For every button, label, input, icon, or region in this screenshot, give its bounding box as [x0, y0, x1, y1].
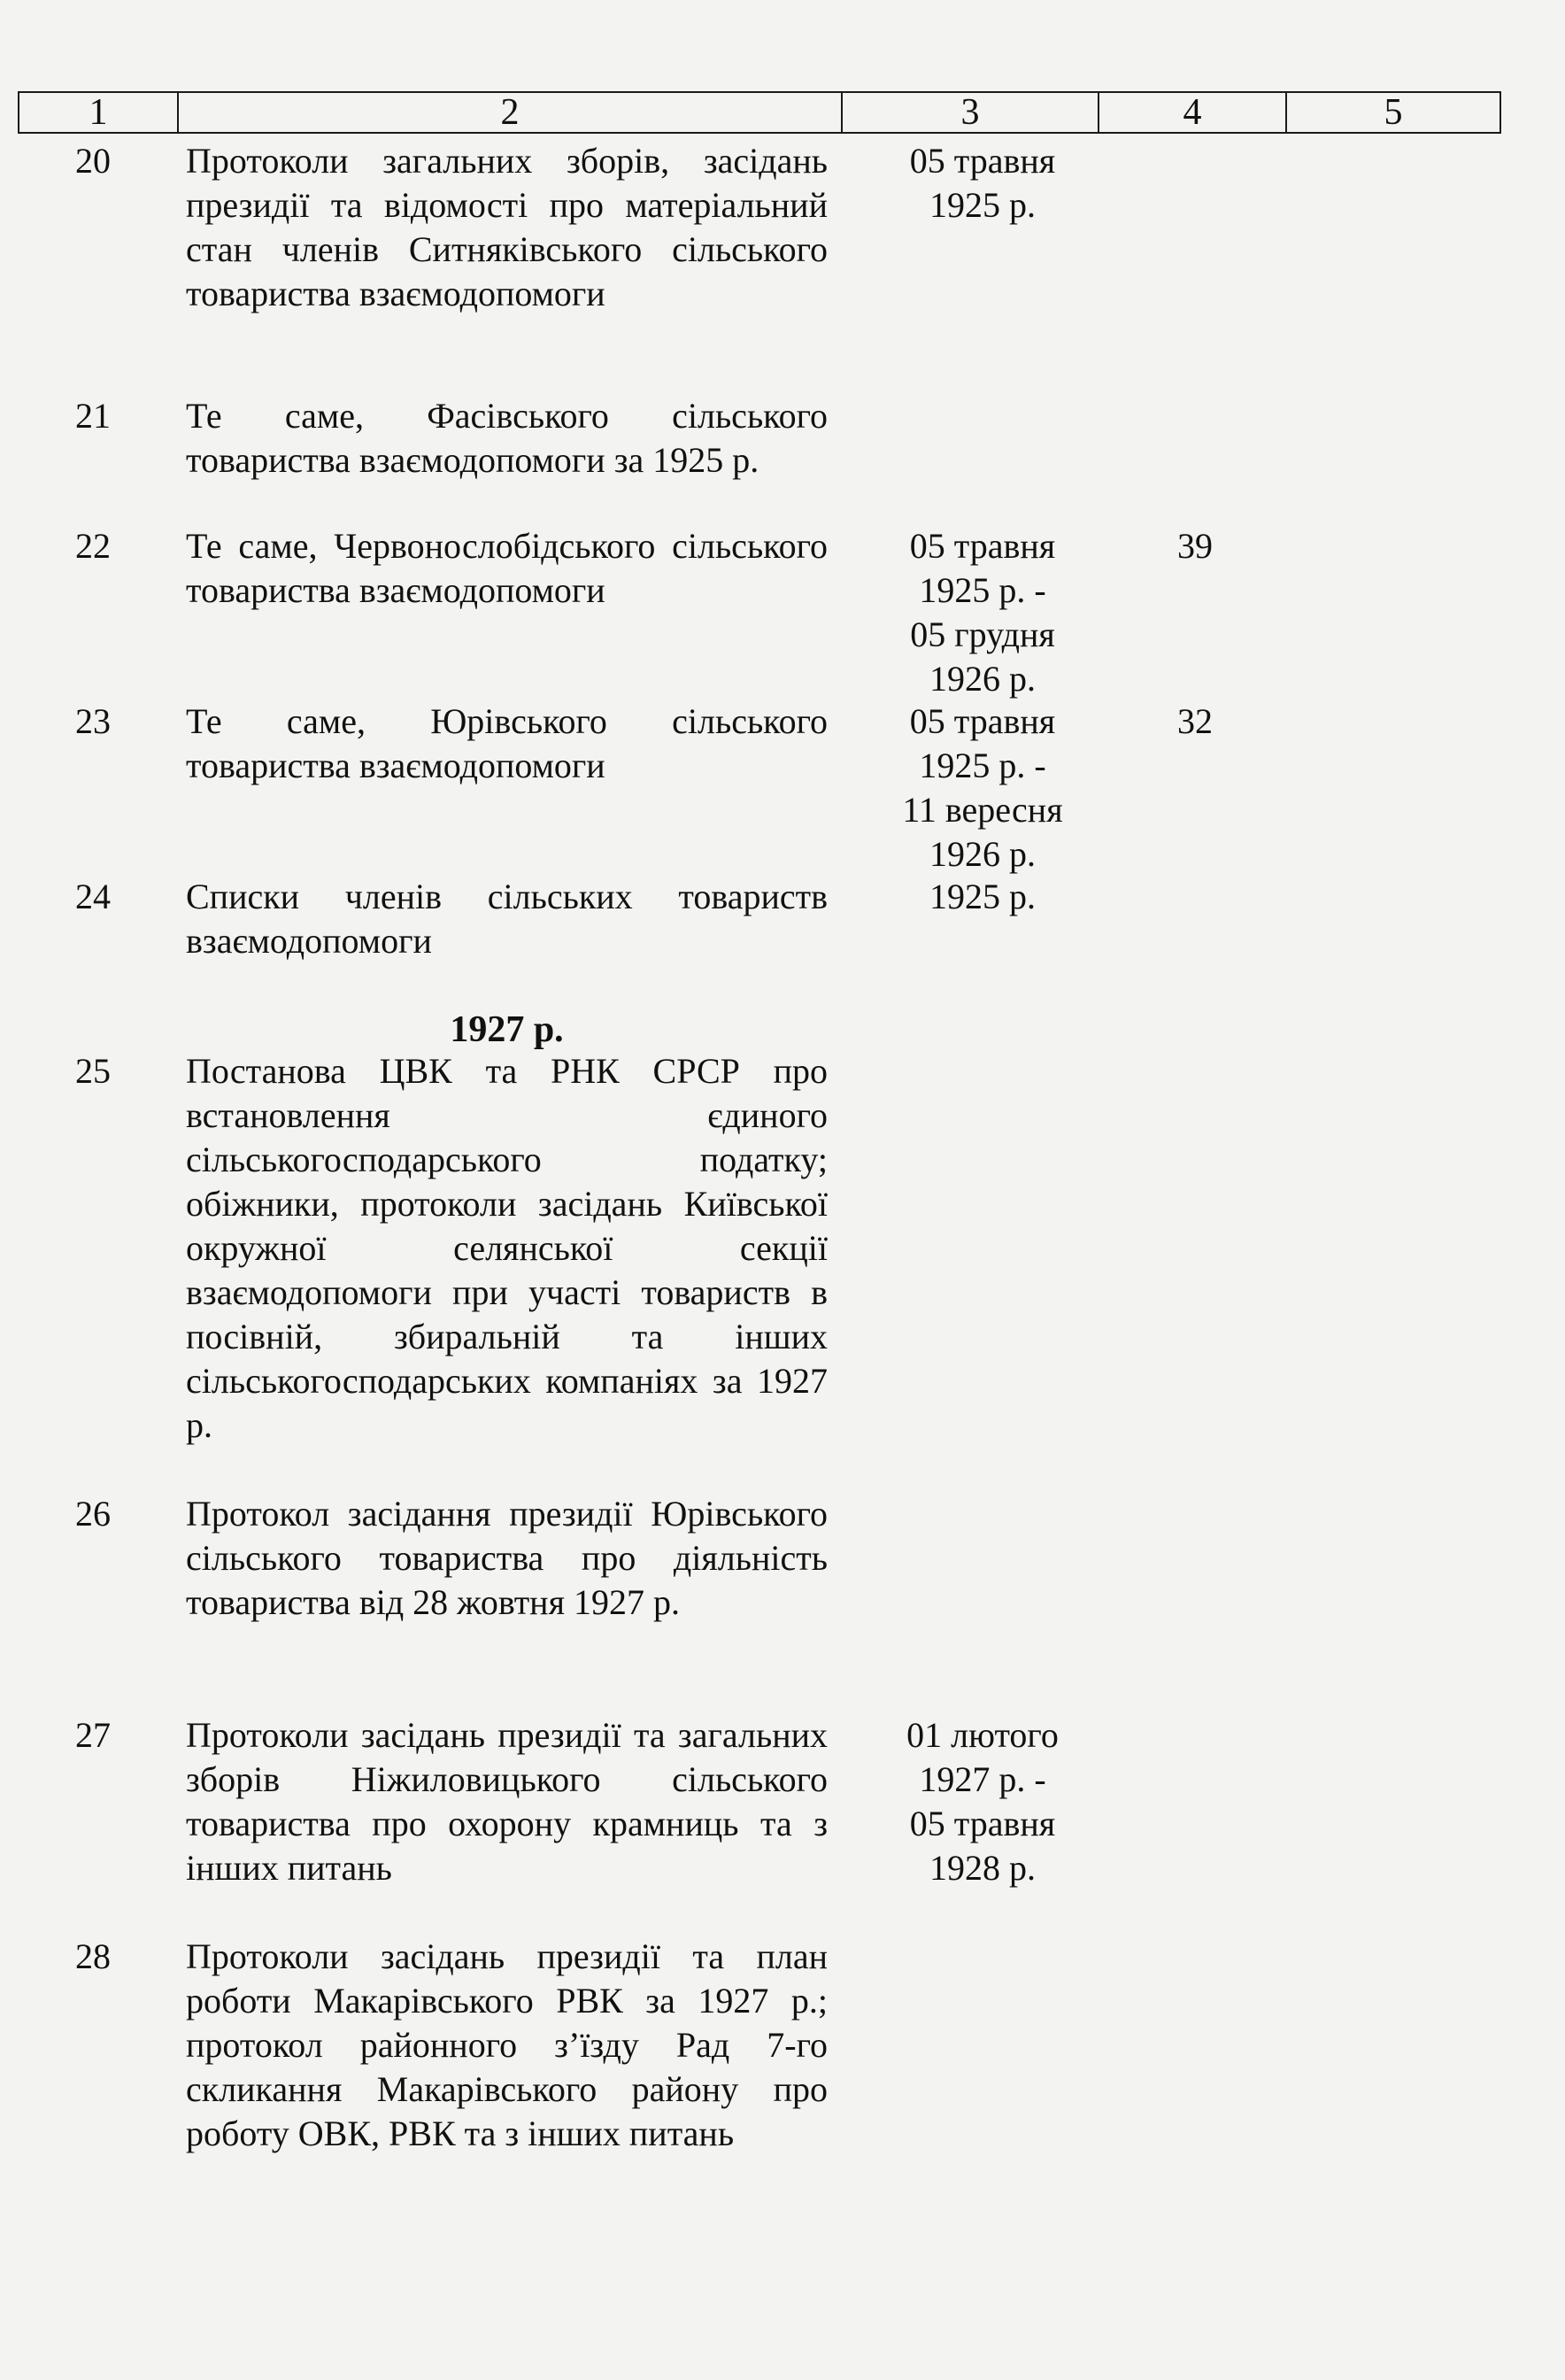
item-description: Протоколи засідань президії та план роботи Макарівського РВК за 1927 р.; протокол районного з’їзду Рад 7-го скликання Макарівського району про роботу ОВК, РВК та з інших питань [186, 1936, 828, 2153]
item-description: Те саме, Червонослобідського сільського товариства взаємодопомоги [186, 526, 828, 610]
item-number: 27 [75, 1715, 111, 1755]
item-sheet-count: 32 [1177, 701, 1213, 741]
item-dates: 1925 р. [929, 877, 1036, 916]
item-dates: 05 травня 1925 р. - 05 грудня 1926 р. [909, 526, 1056, 699]
item-description: Списки членів сільських товариств взаємодопомоги [186, 877, 828, 961]
item-number: 26 [75, 1494, 111, 1534]
item-number: 21 [75, 396, 111, 436]
item-description: Постанова ЦВК та РНК СРСР про встановлення єдиного сільськогосподарського податку; обіжники, протоколи засідань Київської окружної селянської секції взаємодопомоги при участі товариств в посівній, збиральній та інших сільськогосподарських компаніях за 1927 р. [186, 1051, 828, 1445]
item-sheet-count: 39 [1177, 526, 1213, 566]
item-number: 20 [75, 141, 111, 181]
header-col-5: 5 [1286, 92, 1500, 133]
header-col-3: 3 [842, 92, 1099, 133]
item-number: 23 [75, 701, 111, 741]
item-dates: 05 травня 1925 р. [909, 141, 1056, 225]
item-description: Те саме, Юрівського сільського товариства взаємодопомоги [186, 701, 828, 785]
item-description: Протокол засідання президії Юрівського сільського товариства про діяльність товариства від 28 жовтня 1927 р. [186, 1494, 828, 1622]
item-description: Протоколи засідань президії та загальних зборів Ніжиловицького сільського товариства про охорону крамниць та з інших питань [186, 1715, 828, 1888]
item-number: 25 [75, 1051, 111, 1091]
item-description: Протоколи загальних зборів, засідань президії та відомості про матеріальний стан членів Ситняківського сільського товариства взаємодопомоги [186, 141, 828, 313]
header-col-2: 2 [178, 92, 842, 133]
item-number: 24 [75, 877, 111, 916]
item-description: Те саме, Фасівського сільського товариства взаємодопомоги за 1925 р. [186, 396, 828, 480]
item-dates: 05 травня 1925 р. - 11 вересня 1926 р. [902, 701, 1063, 874]
header-col-1: 1 [19, 92, 178, 133]
item-dates: 01 лютого 1927 р. - 05 травня 1928 р. [906, 1715, 1059, 1888]
header-col-4: 4 [1099, 92, 1286, 133]
year-heading: 1927 р. [450, 1009, 564, 1050]
item-number: 28 [75, 1936, 111, 1976]
column-number-header [18, 91, 1501, 134]
item-number: 22 [75, 526, 111, 566]
